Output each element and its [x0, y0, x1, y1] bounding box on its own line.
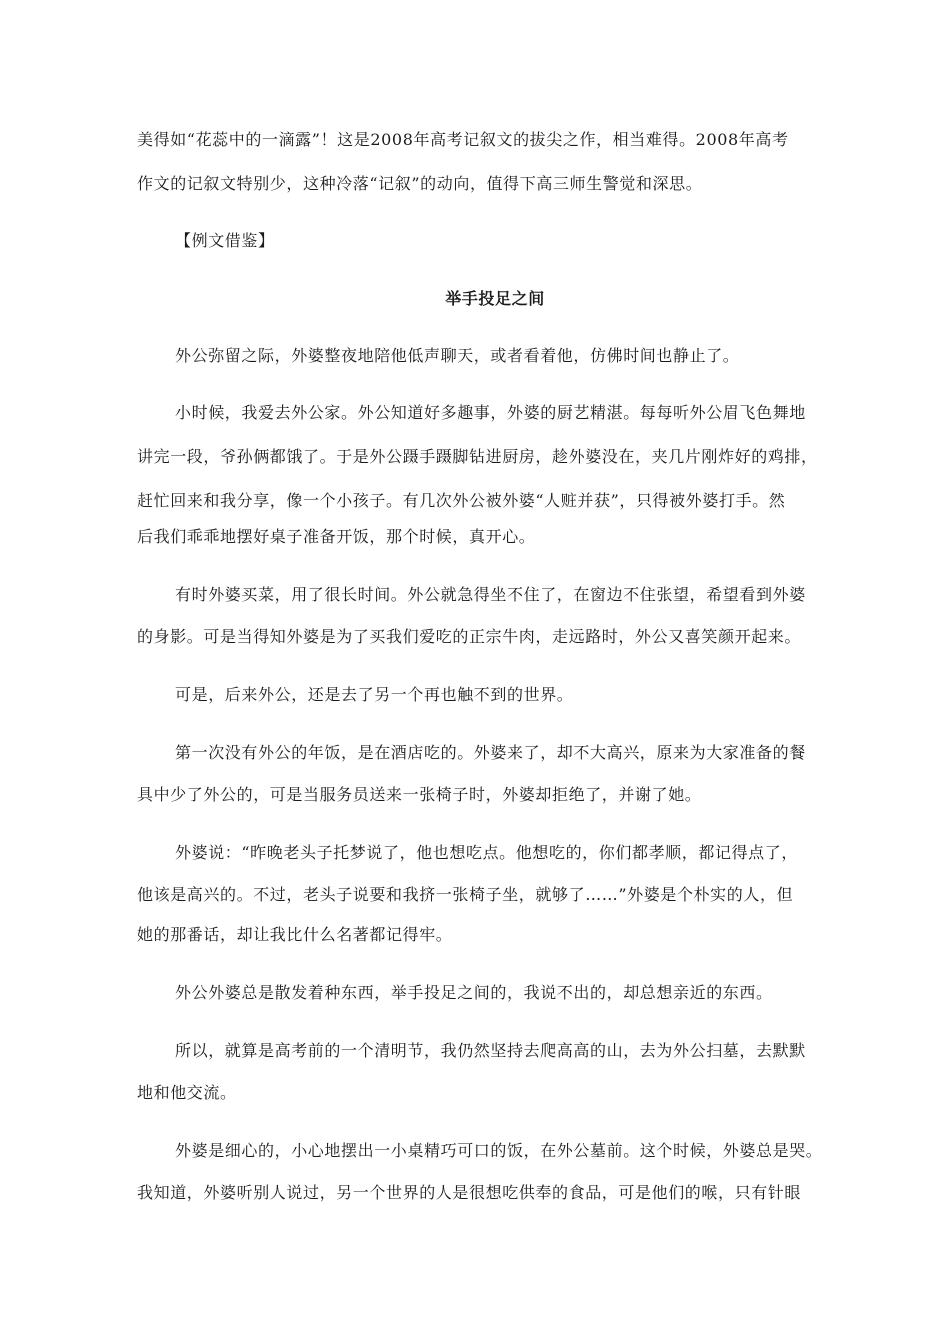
paragraph-line: 她的那番话，却让我比什么名著都记得牢。	[137, 925, 453, 944]
paragraph-line: 可是，后来外公，还是去了另一个再也触不到的世界。	[175, 685, 574, 704]
paragraph-line: 外婆说：“昨晚老头子托梦说了，他也想吃点。他想吃的，你们都孝顺，都记得点了，	[175, 843, 798, 862]
paragraph-line: 小时候，我爱去外公家。外公知道好多趣事，外婆的厨艺精湛。每每听外公眉飞色舞地	[175, 403, 806, 422]
paragraph-line: 他该是高兴的。不过，老头子说要和我挤一张椅子坐，就够了……”外婆是个朴实的人，但	[137, 885, 794, 904]
paragraph-line: 所以，就算是高考前的一个清明节，我仍然坚持去爬高高的山，去为外公扫墓，去默默	[175, 1041, 806, 1060]
paragraph-line: 有时外婆买菜，用了很长时间。外公就急得坐不住了，在窗边不住张望，希望看到外婆	[175, 585, 806, 604]
paragraph-line: 赶忙回来和我分享，像一个小孩子。有几次外公被外婆“人赃并获”，只得被外婆打手。然	[137, 491, 786, 510]
paragraph-line: 后我们乖乖地摆好桌子准备开饭，那个时候，真开心。	[137, 527, 536, 546]
paragraph-line: 讲完一段，爷孙俩都饿了。于是外公蹑手蹑脚钻进厨房，趁外婆没在，夹几片刚炸好的鸡排，	[137, 447, 818, 466]
intro-line-2: 作文的记叙文特别少，这种冷落“记叙”的动向，值得下高三师生警觉和深思。	[137, 174, 703, 193]
section-label: 【例文借鉴】	[175, 231, 275, 250]
paragraph-line: 外婆是细心的，小心地摆出一小桌精巧可口的饭，在外公墓前。这个时候，外婆总是哭。	[175, 1141, 823, 1160]
paragraph-line: 我知道，外婆听别人说过，另一个世界的人是很想吃供奉的食品，可是他们的喉，只有针眼	[137, 1183, 802, 1202]
paragraph-line: 外公弥留之际，外婆整夜地陪他低声聊天，或者看着他，仿佛时间也静止了。	[175, 346, 740, 365]
paragraph-line: 具中少了外公的，可是当服务员送来一张椅子时，外婆却拒绝了，并谢了她。	[137, 785, 702, 804]
paragraph-line: 外公外婆总是散发着种东西，举手投足之间的，我说不出的，却总想亲近的东西。	[175, 983, 773, 1002]
paragraph-line: 地和他交流。	[137, 1083, 237, 1102]
paragraph-line: 的身影。可是当得知外婆是为了买我们爱吃的正宗牛肉，走远路时，外公又喜笑颜开起来。	[137, 627, 802, 646]
paragraph-line: 第一次没有外公的年饭，是在酒店吃的。外婆来了，却不大高兴，原来为大家准备的餐	[175, 743, 806, 762]
essay-title: 举手投足之间	[445, 289, 545, 308]
intro-line-1: 美得如“花蕊中的一滴露”！这是2008年高考记叙文的拔尖之作，相当难得。2008年高考	[137, 130, 789, 149]
